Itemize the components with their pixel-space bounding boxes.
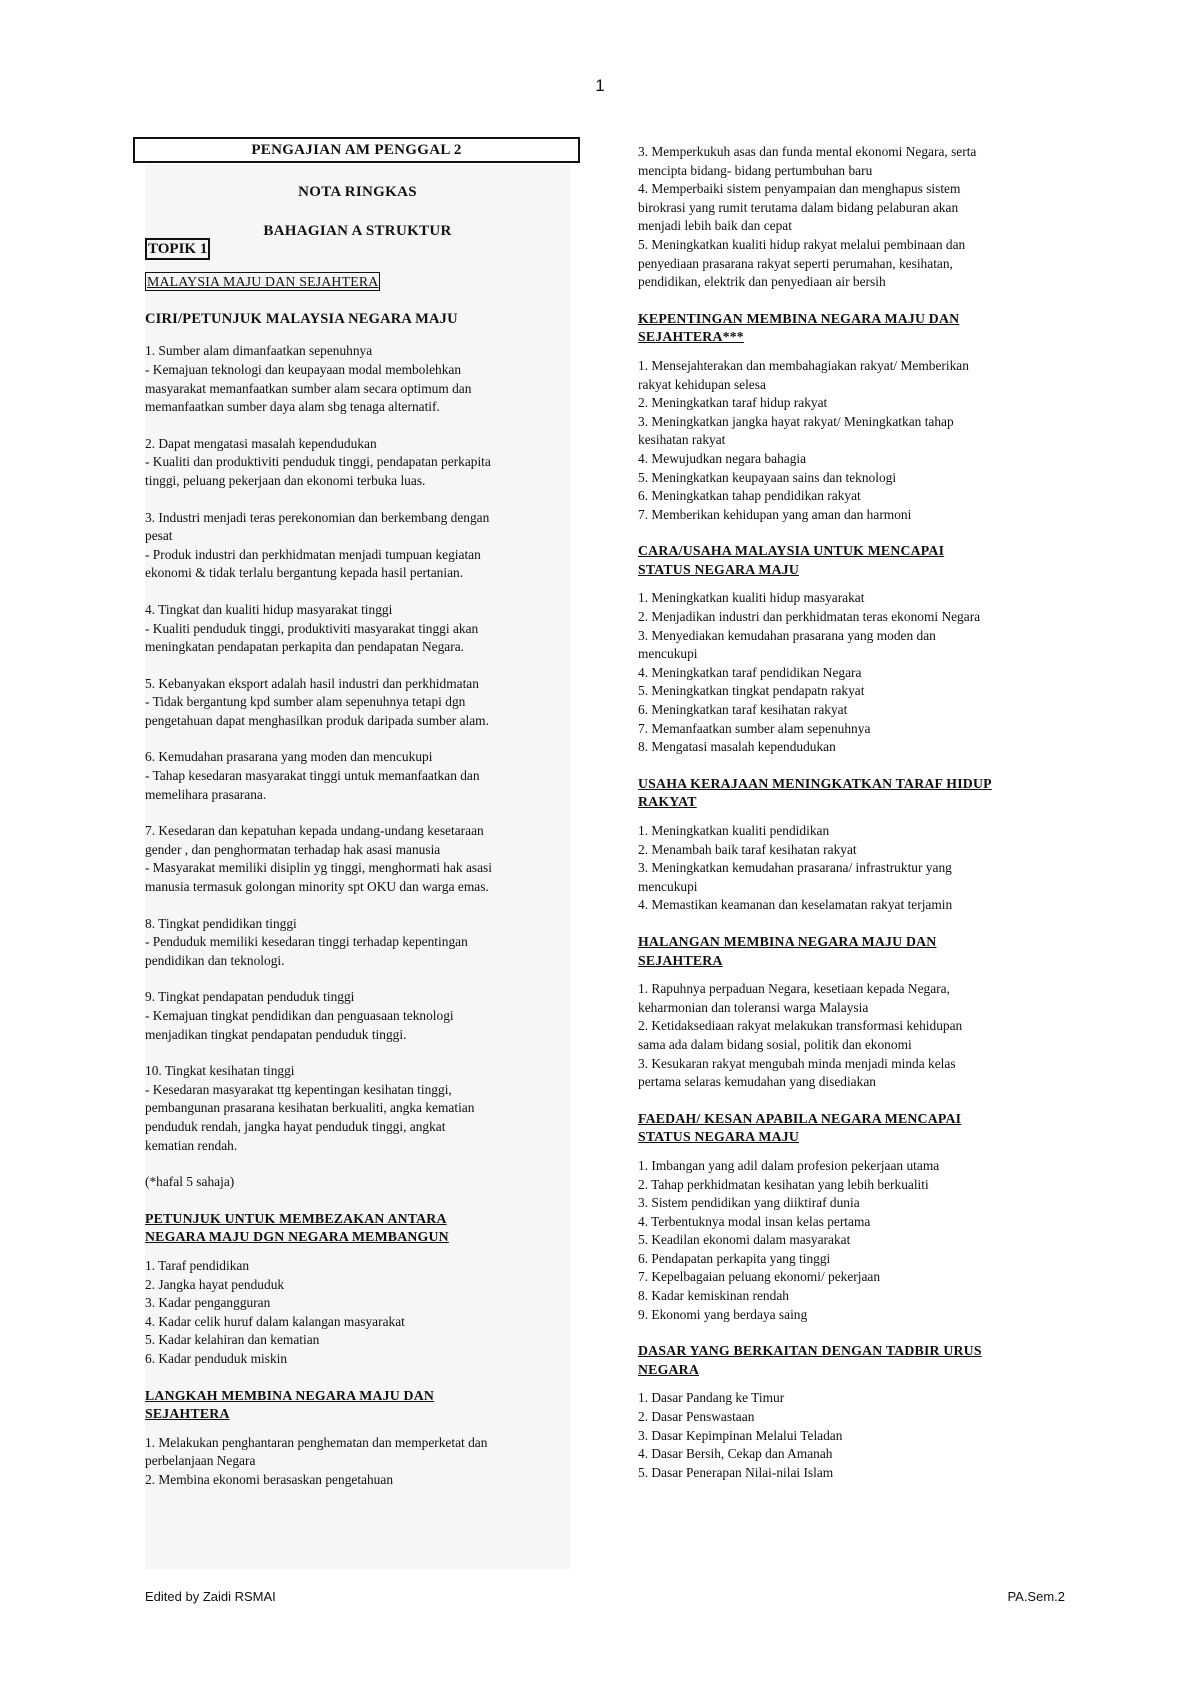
ciri-line: - Produk industri dan perkhidmatan menjadi tumpuan kegiatan [145, 546, 481, 562]
ciri-line: menjadikan tingkat pendapatan penduduk tinggi. [145, 1026, 407, 1042]
heading-line: KEPENTINGAN MEMBINA NEGARA MAJU DAN [638, 310, 960, 326]
ciri-heading: CIRI/PETUNJUK MALAYSIA NEGARA MAJU [145, 310, 458, 327]
ciri-item [145, 601, 570, 657]
list-item: mencipta bidang- bidang pertumbuhan baru [638, 162, 873, 178]
list-item: 6. Pendapatan perkapita yang tinggi [638, 1250, 831, 1266]
ciri-line: masyarakat memanfaatkan sumber alam secara optimum dan [145, 380, 472, 396]
page-number: 1 [595, 76, 605, 95]
list-item: 1. Meningkatkan kualiti pendidikan [638, 823, 830, 838]
spacer [638, 970, 1060, 980]
spacer [638, 347, 1060, 357]
list-item: 5. Meningkatkan tingkat pendapatn rakyat [638, 683, 865, 699]
list-item: 4. Meningkatkan taraf pendidikan Negara [638, 664, 862, 680]
list-item: 6. Meningkatkan tahap pendidikan rakyat [638, 488, 861, 504]
ciri-line: gender , dan penghormatan terhadap hak asasi manusia [145, 841, 441, 857]
section-heading [638, 542, 1060, 579]
ciri-line: - Tahap kesedaran masyarakat tinggi untuk memanfaatkan dan [145, 768, 480, 784]
list-item: 8. Mengatasi masalah kependudukan [638, 739, 836, 755]
list-item: 2. Dasar Penswastaan [638, 1409, 755, 1425]
list-item: pertama selaras kemudahan yang disediakan [638, 1074, 876, 1090]
list-item: perbelanjaan Negara [145, 1453, 256, 1469]
heading-line: SEJAHTERA [145, 1406, 230, 1422]
list-item: 5. Meningkatkan keupayaan sains dan teknologi [638, 469, 897, 485]
left-sections [145, 1210, 570, 1490]
ciri-line: - Masyarakat memiliki disiplin yg tinggi, menghormati hak asasi [145, 860, 492, 876]
spacer [638, 812, 1060, 822]
heading-line: LANGKAH MEMBINA NEGARA MAJU DAN [145, 1387, 435, 1403]
section-heading [638, 775, 1060, 812]
list-item: 2. Jangka hayat penduduk [145, 1276, 285, 1292]
left-section [145, 1210, 570, 1369]
spacer [145, 1247, 570, 1257]
heading-line: SEJAHTERA*** [638, 329, 744, 345]
list-item: 2. Menambah baik taraf kesihatan rakyat [638, 841, 857, 857]
topic-label: TOPIK 1 [145, 238, 210, 260]
list-item: menjadi lebih baik dan cepat [638, 218, 792, 234]
ciri-line: ekonomi & tidak terlalu bergantung kepada hasil pertanian. [145, 565, 464, 581]
list-item: 6. Meningkatkan taraf kesihatan rakyat [638, 702, 848, 718]
list-item: penyediaan prasarana rakyat seperti perumahan, kesihatan, [638, 255, 953, 271]
heading-line: STATUS NEGARA MAJU [638, 1129, 800, 1145]
spacer [145, 1424, 570, 1434]
list-item: 3. Menyediakan kemudahan prasarana yang moden dan [638, 627, 936, 643]
ciri-item [145, 509, 570, 583]
ciri-item [145, 1173, 570, 1192]
list-item: sama ada dalam bidang sosial, politik dan ekonomi [638, 1036, 912, 1052]
ciri-line: - Kesedaran masyarakat ttg kepentingan kesihatan tinggi, [145, 1081, 452, 1097]
document-subtitle: NOTA RINGKAS [298, 184, 417, 200]
list-item: 2. Meningkatkan taraf hidup rakyat [638, 395, 828, 411]
document-title: PENGAJIAN AM PENGGAL 2 [133, 137, 580, 163]
list-item: 7. Memanfaatkan sumber alam sepenuhnya [638, 720, 871, 736]
list-item: rakyat kehidupan selesa [638, 376, 766, 392]
list-item: 5. Meningkatkan kualiti hidup rakyat melalui pembinaan dan [638, 236, 966, 252]
left-column [145, 143, 570, 1507]
list-item: 4. Mewujudkan negara bahagia [638, 450, 807, 466]
topic-title: MALAYSIA MAJU DAN SEJAHTERA [147, 274, 379, 290]
list-item: 1. Dasar Pandang ke Timur [638, 1390, 785, 1406]
list-item: 2. Tahap perkhidmatan kesihatan yang lebih berkualiti [638, 1176, 929, 1192]
ciri-line: pendidikan dan teknologi. [145, 952, 285, 968]
right-section [638, 310, 1060, 525]
ciri-line: - Kemajuan teknologi dan keupayaan modal membolehkan [145, 361, 462, 377]
ciri-item [145, 435, 570, 491]
list-item: 4. Dasar Bersih, Cekap dan Amanah [638, 1446, 833, 1462]
ciri-line: pesat [145, 528, 173, 544]
list-item: mencukupi [638, 878, 698, 894]
list-item: 5. Dasar Penerapan Nilai-nilai Islam [638, 1464, 834, 1480]
spacer [638, 579, 1060, 589]
ciri-line: - Penduduk memiliki kesedaran tinggi terhadap kepentingan [145, 934, 468, 950]
list-item: keharmonian dan toleransi warga Malaysia [638, 999, 869, 1015]
list-item: 3. Kesukaran rakyat mengubah minda menjadi minda kelas [638, 1055, 956, 1071]
ciri-line: pengetahuan dapat menghasilkan produk daripada sumber alam. [145, 712, 489, 728]
ciri-line: - Kualiti dan produktiviti penduduk tinggi, pendapatan perkapita [145, 454, 491, 470]
section-heading [638, 1110, 1060, 1147]
list-item: 7. Kepelbagaian peluang ekonomi/ pekerjaan [638, 1269, 881, 1285]
section-heading [145, 1210, 570, 1247]
ciri-line: 10. Tingkat kesihatan tinggi [145, 1063, 295, 1079]
ciri-line: 1. Sumber alam dimanfaatkan sepenuhnya [145, 343, 373, 359]
heading-line: RAKYAT [638, 794, 697, 810]
section-heading [145, 1387, 570, 1424]
right-section [638, 1110, 1060, 1325]
ciri-item [145, 748, 570, 804]
list-item: 1. Taraf pendidikan [145, 1257, 250, 1273]
list-item: 1. Melakukan penghantaran penghematan dan memperketat dan [145, 1434, 488, 1450]
ciri-line: manusia termasuk golongan minority spt OKU dan warga emas. [145, 879, 489, 895]
list-item: 3. Meningkatkan kemudahan prasarana/ infrastruktur yang [638, 860, 952, 876]
list-item: 4. Kadar celik huruf dalam kalangan masyarakat [145, 1313, 405, 1329]
list-item: 8. Kadar kemiskinan rendah [638, 1288, 789, 1304]
list-item: kesihatan rakyat [638, 432, 726, 448]
heading-line: NEGARA [638, 1361, 699, 1377]
ciri-line: meningkatan pendapatan perkapita dan pendapatan Negara. [145, 639, 464, 655]
ciri-line: pembangunan prasarana kesihatan berkualiti, angka kematian [145, 1100, 475, 1116]
ciri-item [145, 988, 570, 1044]
list-item: 3. Sistem pendidikan yang diiktiraf dunia [638, 1195, 860, 1211]
section-heading [638, 933, 1060, 970]
list-item: 6. Kadar penduduk miskin [145, 1350, 288, 1366]
right-section [638, 933, 1060, 1092]
list-item: 1. Meningkatkan kualiti hidup masyarakat [638, 590, 865, 606]
list-item: 4. Memperbaiki sistem penyampaian dan menghapus sistem [638, 181, 961, 197]
list-item: 4. Terbentuknya modal insan kelas pertama [638, 1213, 871, 1229]
list-item: 2. Menjadikan industri dan perkhidmatan teras ekonomi Negara [638, 609, 981, 625]
right-section [638, 1342, 1060, 1482]
right-column [638, 143, 1060, 1500]
right-intro-list [638, 143, 1060, 292]
section-heading [638, 1342, 1060, 1379]
ciri-list [145, 342, 570, 1191]
ciri-item [145, 1062, 570, 1155]
right-sections [638, 310, 1060, 1483]
list-item: 3. Kadar pengangguran [145, 1295, 271, 1311]
right-section [638, 542, 1060, 757]
ciri-line: 3. Industri menjadi teras perekonomian dan berkembang dengan [145, 509, 490, 525]
list-item: 3. Memperkukuh asas dan funda mental ekonomi Negara, serta [638, 144, 977, 159]
list-item: pendidikan, elektrik dan penyediaan air bersih [638, 274, 886, 290]
list-item: 3. Meningkatkan jangka hayat rakyat/ Meningkatkan tahap [638, 413, 954, 429]
list-item: 9. Ekonomi yang berdaya saing [638, 1306, 808, 1322]
heading-line: NEGARA MAJU DGN NEGARA MEMBANGUN [145, 1229, 449, 1245]
left-section [145, 1387, 570, 1490]
list-item: mencukupi [638, 646, 698, 662]
list-item: 2. Membina ekonomi berasaskan pengetahuan [145, 1471, 394, 1487]
spacer [638, 1147, 1060, 1157]
ciri-item [145, 342, 570, 416]
footer-editor: Edited by Zaidi RSMAI [145, 1589, 276, 1604]
list-item: 2. Ketidaksediaan rakyat melakukan transformasi kehidupan [638, 1018, 963, 1034]
ciri-line: 4. Tingkat dan kualiti hidup masyarakat tinggi [145, 601, 393, 617]
heading-line: STATUS NEGARA MAJU [638, 561, 800, 577]
heading-line: HALANGAN MEMBINA NEGARA MAJU DAN [638, 933, 937, 949]
list-item: 5. Kadar kelahiran dan kematian [145, 1332, 320, 1348]
list-item: 1. Imbangan yang adil dalam profesion pekerjaan utama [638, 1157, 940, 1173]
ciri-line: 7. Kesedaran dan kepatuhan kepada undang-undang kesetaraan [145, 823, 484, 839]
ciri-item [145, 675, 570, 731]
ciri-line: tinggi, peluang pekerjaan dan ekonomi terbuka luas. [145, 472, 426, 488]
ciri-line: memelihara prasarana. [145, 786, 267, 802]
ciri-line: 5. Kebanyakan eksport adalah hasil industri dan perkhidmatan [145, 675, 479, 691]
ciri-line: - Tidak bergantung kpd sumber alam sepenuhnya tetapi dgn [145, 694, 466, 710]
heading-line: DASAR YANG BERKAITAN DENGAN TADBIR URUS [638, 1343, 982, 1359]
ciri-line: 2. Dapat mengatasi masalah kependudukan [145, 435, 377, 451]
heading-line: FAEDAH/ KESAN APABILA NEGARA MENCAPAI [638, 1110, 962, 1126]
ciri-line: penduduk rendah, jangka hayat penduduk tinggi, angkat [145, 1118, 446, 1134]
ciri-line: - Kemajuan tingkat pendidikan dan penguasaan teknologi [145, 1008, 454, 1023]
ciri-line: memanfaatkan sumber daya alam sbg tenaga alternatif. [145, 399, 440, 415]
heading-line: SEJAHTERA [638, 952, 723, 968]
heading-line: CARA/USAHA MALAYSIA UNTUK MENCAPAI [638, 543, 945, 559]
list-item: birokrasi yang rumit terutama dalam bidang pelaburan akan [638, 199, 959, 215]
ciri-line: 8. Tingkat pendidikan tinggi [145, 915, 297, 931]
list-item: 1. Mensejahterakan dan membahagiakan rakyat/ Memberikan [638, 357, 969, 373]
spacer [638, 1379, 1060, 1389]
footer-code: PA.Sem.2 [1007, 1589, 1065, 1604]
heading-line: PETUNJUK UNTUK MEMBEZAKAN ANTARA [145, 1210, 447, 1226]
section-label: BAHAGIAN A STRUKTUR [263, 222, 452, 239]
ciri-line: (*hafal 5 sahaja) [145, 1174, 235, 1190]
list-item: 5. Keadilan ekonomi dalam masyarakat [638, 1232, 851, 1248]
ciri-line: 6. Kemudahan prasarana yang moden dan mencukupi [145, 749, 433, 765]
list-item: 4. Memastikan keamanan dan keselamatan rakyat terjamin [638, 897, 953, 913]
list-item: 3. Dasar Kepimpinan Melalui Teladan [638, 1427, 843, 1443]
section-heading [638, 310, 1060, 347]
list-item: 1. Rapuhnya perpaduan Negara, kesetiaan kepada Negara, [638, 981, 950, 997]
ciri-item [145, 915, 570, 971]
ciri-line: 9. Tingkat pendapatan penduduk tinggi [145, 989, 355, 1005]
ciri-item [145, 822, 570, 896]
ciri-line: kematian rendah. [145, 1137, 238, 1153]
list-item: 7. Memberikan kehidupan yang aman dan harmoni [638, 506, 912, 522]
right-section [638, 775, 1060, 915]
heading-line: USAHA KERAJAAN MENINGKATKAN TARAF HIDUP [638, 775, 992, 791]
ciri-line: - Kualiti penduduk tinggi, produktiviti masyarakat tinggi akan [145, 620, 479, 636]
